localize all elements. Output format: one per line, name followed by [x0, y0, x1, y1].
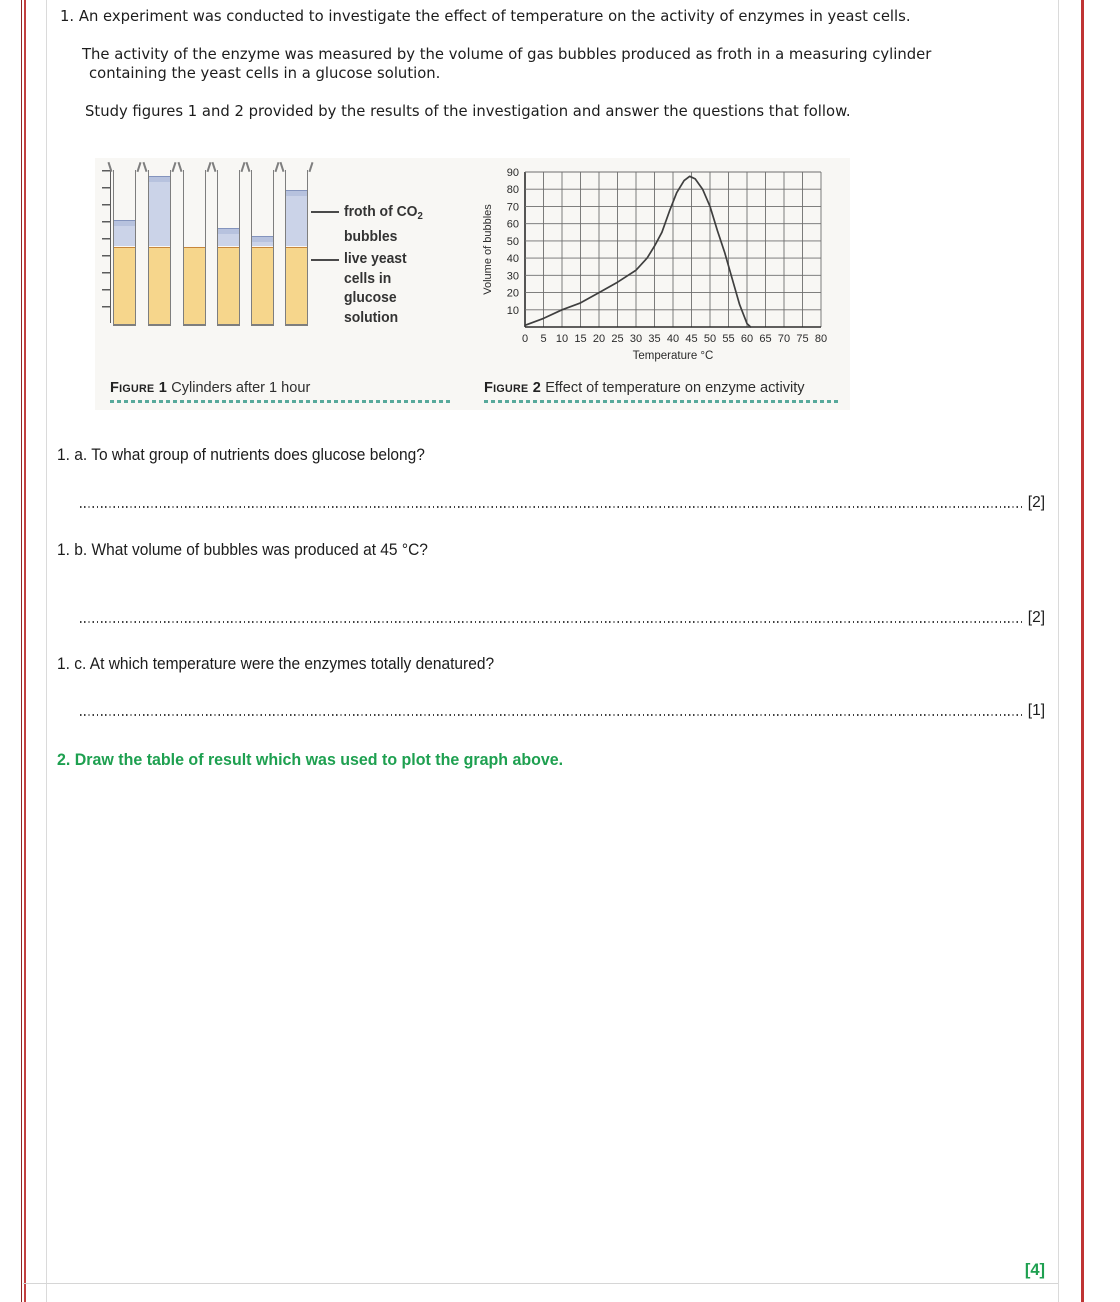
intro-paragraph-1: 1. An experiment was conducted to investigate the effect of temperature on the activity of enzymes in yeast cells. [60, 8, 911, 25]
measuring-cylinder-1 [113, 170, 136, 326]
yeast-label [344, 250, 407, 328]
figure2-caption-text: Effect of temperature on enzyme activity [545, 379, 805, 396]
x-tick-label: 35 [648, 333, 661, 345]
y-axis-label: Volume of bubbles [482, 204, 494, 295]
froth-label-line1: froth of CO [344, 204, 418, 220]
y-tick-label: 60 [506, 218, 519, 231]
answer-row-1b [80, 606, 1045, 628]
y-tick-label: 20 [506, 287, 519, 300]
yeast-label-line3: glucose [344, 290, 397, 306]
x-tick-label: 30 [629, 333, 643, 345]
marks-1c: [1] [1027, 702, 1045, 719]
co2-froth [114, 220, 135, 246]
enzyme-activity-curve [525, 176, 751, 327]
y-tick-label: 80 [506, 184, 519, 197]
figure2-caption [484, 379, 805, 396]
co2-froth [252, 236, 273, 246]
intro-paragraph-2 [82, 45, 1022, 83]
figure2-graph [478, 166, 850, 371]
y-tick-label: 40 [506, 253, 519, 266]
x-tick-label: 15 [574, 333, 587, 345]
measuring-cylinder-4 [217, 170, 240, 326]
x-tick-label: 25 [611, 333, 624, 345]
figure1-caption-text: Cylinders after 1 hour [171, 379, 311, 396]
x-tick-label: 50 [703, 333, 717, 345]
x-tick-label: 10 [555, 333, 569, 345]
x-tick-label: 70 [777, 333, 791, 345]
question-1b: 1. b. What volume of bubbles was produced at 45 °C? [57, 541, 428, 559]
y-tick-label: 70 [506, 201, 519, 214]
intro-paragraph-2-line2: containing the yeast cells in a glucose solution. [89, 65, 441, 82]
measuring-cylinder-5 [251, 170, 274, 326]
x-tick-label: 80 [814, 333, 828, 345]
froth-label [344, 202, 423, 247]
figure1-caption [110, 379, 310, 396]
measuring-cylinder-2 [148, 170, 171, 326]
x-tick-label: 0 [521, 333, 529, 345]
yeast-glucose-solution [286, 247, 307, 324]
question-2: 2. Draw the table of result which was used to plot the graph above. [57, 750, 564, 769]
yeast-glucose-solution [149, 247, 170, 324]
yeast-label-line4: solution [344, 309, 399, 326]
measuring-cylinder-6 [285, 170, 308, 326]
figure2-caption-underline [484, 400, 838, 403]
marks-1a: [2] [1027, 494, 1045, 511]
left-table-border [46, 0, 47, 1302]
question-1a: 1. a. To what group of nutrients does glucose belong? [57, 446, 425, 464]
right-table-border [1058, 0, 1059, 1302]
measuring-scale-ruler [102, 170, 111, 323]
froth-label-line2: bubbles [344, 229, 398, 245]
x-tick-label: 75 [796, 333, 809, 345]
figure1-caption-underline [110, 400, 450, 403]
y-tick-label: 90 [506, 167, 519, 179]
dotted-answer-line-1b [80, 621, 1024, 623]
x-tick-label: 20 [592, 333, 606, 345]
figure1-caption-label: Figure 1 [110, 379, 168, 396]
left-red-margin-rule [21, 0, 22, 1302]
measuring-cylinder-3 [183, 170, 206, 326]
y-tick-label: 30 [506, 270, 519, 283]
yeast-glucose-solution [252, 247, 273, 324]
yeast-label-line1: live yeast [344, 251, 407, 267]
marks-question-2: [4] [1024, 1261, 1045, 1279]
answer-row-1c [80, 699, 1045, 721]
co2-froth [149, 176, 170, 246]
x-tick-label: 55 [722, 333, 735, 345]
dotted-answer-line-1c [80, 714, 1024, 716]
co2-froth [286, 190, 307, 246]
intro-paragraph-2-line1: The activity of the enzyme was measured by the volume of gas bubbles produced as froth in a measuring cylinder [82, 46, 932, 63]
yeast-glucose-solution [218, 247, 239, 324]
left-red-margin-rule-inner [24, 0, 26, 1302]
dotted-answer-line-1a [80, 506, 1024, 508]
bottom-table-border [23, 1283, 1058, 1284]
co2-froth [218, 228, 239, 246]
x-tick-label: 65 [759, 333, 772, 345]
froth-leader-line [311, 211, 339, 213]
x-axis-label: Temperature °C [632, 350, 714, 362]
x-tick-label: 45 [685, 333, 698, 345]
yeast-label-line2: cells in [344, 270, 392, 287]
right-red-margin-rule [1081, 0, 1084, 1302]
x-tick-label: 40 [666, 333, 680, 345]
answer-row-1a [80, 491, 1045, 513]
question-1c: 1. c. At which temperature were the enzymes totally denatured? [57, 655, 495, 673]
yeast-glucose-solution [184, 247, 205, 324]
figure2-caption-label: Figure 2 [484, 379, 542, 396]
froth-label-subscript: 2 [417, 211, 423, 222]
yeast-glucose-solution [114, 247, 135, 324]
y-tick-label: 10 [506, 304, 519, 317]
x-tick-label: 5 [540, 333, 547, 345]
yeast-leader-line [311, 259, 339, 261]
intro-paragraph-3: Study figures 1 and 2 provided by the results of the investigation and answer the questions that follow. [85, 103, 851, 120]
marks-1b: [2] [1027, 609, 1045, 626]
y-tick-label: 50 [506, 235, 519, 248]
x-tick-label: 60 [740, 333, 754, 345]
